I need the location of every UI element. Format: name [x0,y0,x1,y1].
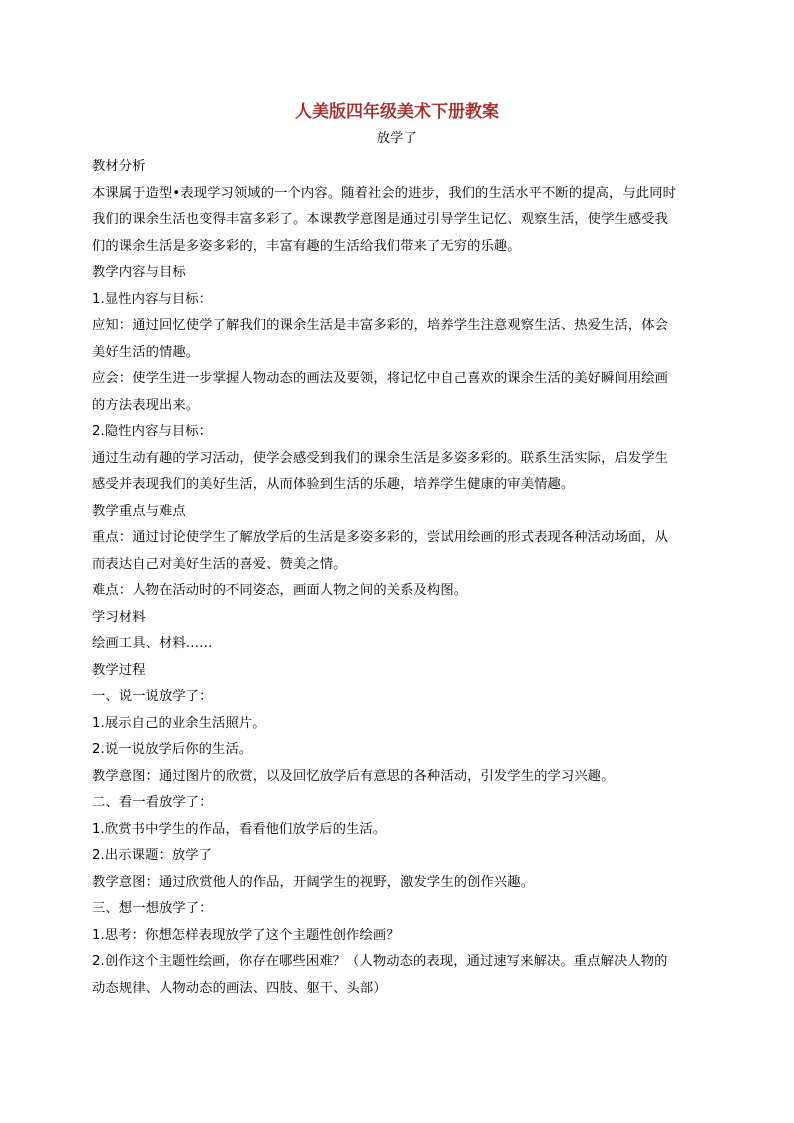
text-line: 教学意图：通过图片的欣赏，以及回忆放学后有意思的各种活动，引发学生的学习兴趣。 [92,768,615,784]
text-line: 2.创作这个主题性绘画，你存在哪些困难？（人物动态的表现，通过速写来解决。重点解决人物的 [92,954,668,969]
text-line: 2.出示课题：放学了 [92,848,213,863]
text-line: 二、看一看放学了： [92,795,213,810]
text-line: 应会：使学生进一步掌握人物动态的画法及要领，将记忆中自己喜欢的课余生活的美好瞬间用绘画 [92,371,669,386]
text-line: 动态规律、人物动态的画法、四肢、躯干、头部） [92,980,387,996]
text-line: 通过生动有趣的学习活动，使学会感受到我们的课余生活是多姿多彩的。联系生活实际，启发学生 [92,450,669,466]
document-subtitle: 放学了 [376,131,418,146]
text-line: 教学重点与难点 [92,503,186,519]
text-line: 们的课余生活是多姿多彩的，丰富有趣的生活给我们带来了无穷的乐趣。 [92,238,521,254]
text-line: 感受并表现我们的美好生活，从而体验到生活的乐趣，培养学生健康的审美情趣。 [92,477,575,492]
text-line: 的方法表现出来。 [92,397,200,413]
text-line: 教学过程 [92,662,146,678]
text-line: 教学意图：通过欣赏他人的作品，开阔学生的视野，激发学生的创作兴趣。 [92,874,535,890]
text-line: 应知：通过回忆使学了解我们的课余生活是丰富多彩的，培养学生注意观察生活、热爱生活，体会 [92,318,669,333]
text-line: 教学内容与目标 [92,265,186,280]
text-line: 我们的课余生活也变得丰富多彩了。本课教学意图是通过引导学生记忆、观察生活，使学生感受我 [92,212,669,227]
text-line: 一、说一说放学了： [92,689,213,704]
text-line: 1.思考：你想怎样表现放学了这个主题性创作绘画？ [92,927,400,943]
document-page [92,100,702,1002]
text-line: 而表达自己对美好生活的喜爱、赞美之情。 [92,556,347,572]
document-title: 人美版四年级美术下册教案 [295,102,499,122]
text-line: 学习材料 [92,609,146,625]
text-line: 2.隐性内容与目标： [92,424,213,439]
text-line: 绘画工具、材料…… [92,636,213,651]
text-line: 美好生活的情趣。 [92,344,200,360]
text-line: 教材分析 [92,159,146,174]
document-body [92,154,702,1002]
text-line: 重点：通过讨论使学生了解放学后的生活是多姿多彩的，尝试用绘画的形式表现各种活动场面，从 [92,530,669,545]
text-line: 本课属于造型•表现学习领域的一个内容。随着社会的进步，我们的生活水平不断的提高，与此同时 [92,185,677,201]
text-line: 1.展示自己的业余生活照片。 [92,715,266,731]
text-line: 1.显性内容与目标： [92,291,213,307]
text-line: 难点：人物在活动时的不同姿态，画面人物之间的关系及构图。 [92,583,468,598]
text-line: 三、想一想放学了： [92,901,213,916]
text-line: 2.说一说放学后你的生活。 [92,742,253,757]
text-line: 1.欣赏书中学生的作品，看看他们放学后的生活。 [92,821,387,837]
